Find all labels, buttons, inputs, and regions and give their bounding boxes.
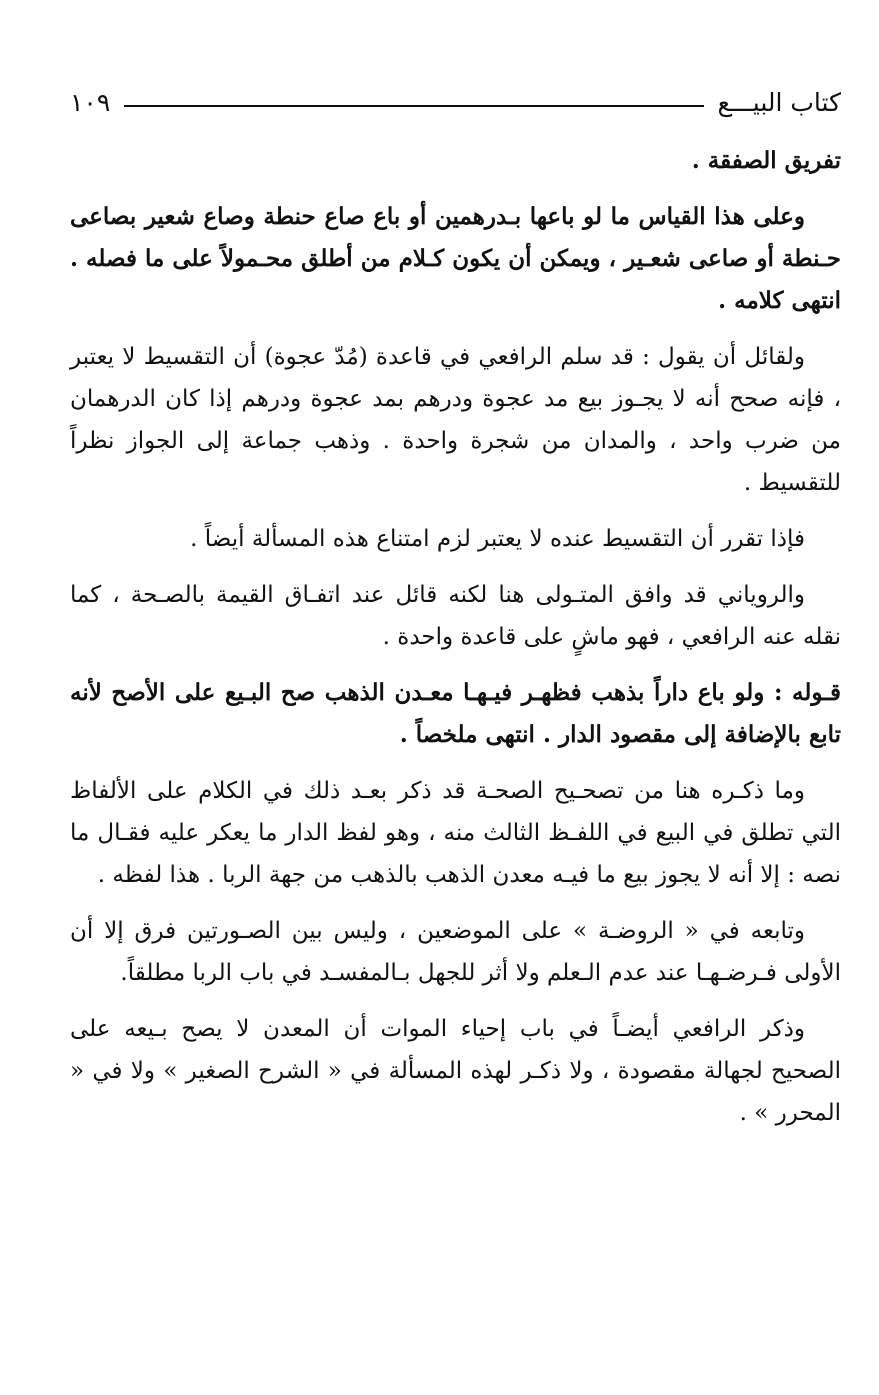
page-body [70, 140, 841, 1148]
paragraph-8: وتابعه في « الروضـة » على الموضعين ، وليس بين الصـورتين فرق إلا أن الأولى فـرضـهـا عند عدم الـعلم ولا أثر للجهل بـالمفسـد في باب الربا مطلقاً. [70, 918, 841, 986]
paragraph-4: فإذا تقرر أن التقسيط عنده لا يعتبر لزم امتناع هذه المسألة أيضاً . [190, 526, 805, 552]
paragraph-5: والروياني قد وافق المتـولى هنا لكنه قائل عند اتفـاق القيمة بالصـحة ، كما نقله عنه الرافعي ، فهو ماشٍ على قاعدة واحدة . [70, 582, 841, 650]
paragraph-9: وذكر الرافعي أيضـاً في باب إحياء الموات أن المعدن لا يصح بـيعه على الصحيح لجهالة مقصودة ، ولا ذكـر لهذه المسألة في « الشرح الصغير » ولا في « المحرر » . [70, 1016, 841, 1126]
header-rule [124, 105, 703, 107]
page-number: ١٠٩ [70, 87, 111, 117]
paragraph-3: ولقائل أن يقول : قد سلم الرافعي في قاعدة (مُدّ عجوة) أن التقسيط لا يعتبر ، فإنه صحح أنه لا يجـوز بيع مد عجوة ودرهم بمد عجوة ودرهم إذا كان الدرهمان من ضرب واحد ، والمدان من شجرة واحدة . وذهب جماعة إلى الجواز نظراً للتقسيط . [70, 344, 841, 496]
paragraph-1: تفريق الصفقة . [691, 147, 841, 174]
book-page [70, 0, 841, 1395]
paragraph-7: وما ذكـره هنا من تصحـيح الصحـة قد ذكر بعـد ذلك في الكلام على الألفاظ التي تطلق في البيع في اللفـظ الثالث منه ، وهو لفظ الدار ما يعكر عليه فقـال ما نصه : إلا أنه لا يجوز بيع ما فيـه معدن الذهب بالذهب من جهة الربا . هذا لفظه . [70, 778, 841, 888]
header-title: كتاب البيـــع [717, 87, 841, 117]
paragraph-6: قـوله : ولو باع داراً بذهب فظهـر فيـهـا معـدن الذهب صح البـيع على الأصح لأنه تابع بالإضافة إلى مقصود الدار . انتهى ملخصاً . [70, 679, 841, 748]
running-header [70, 82, 841, 122]
paragraph-2: وعلى هذا القياس ما لو باعها بـدرهمين أو باع صاع حنطة وصاع شعير بصاعى حـنطة أو صاعى شعـير ، ويمكن أن يكون كـلام من أطلق محـمولاً على ما فصله . انتهى كلامه . [70, 203, 841, 314]
